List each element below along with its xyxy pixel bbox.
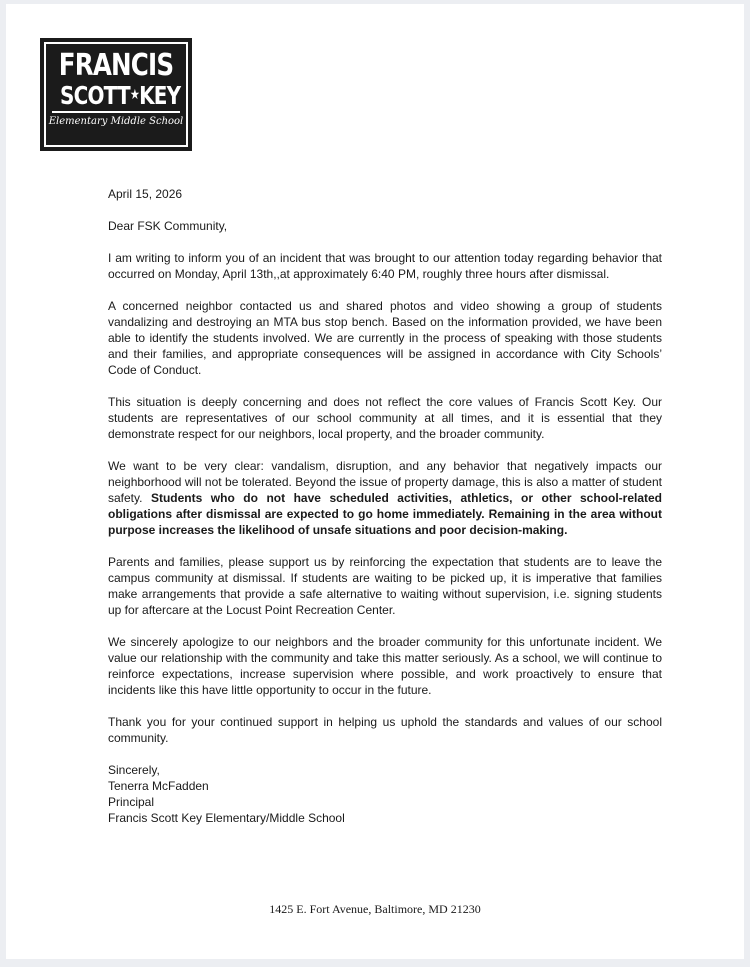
logo-text-key: KEY: [139, 81, 181, 110]
letter-paragraph-1: I am writing to inform you of an incident that was brought to our attention today regarding behavior that occurred on Monday, April 13th,,at approximately 6:40 PM, roughly three hours after dismissal.: [108, 251, 662, 281]
footer-address: 1425 E. Fort Avenue, Baltimore, MD 21230: [269, 902, 481, 916]
letter-salutation: Dear FSK Community,: [108, 219, 228, 233]
letter-date: April 15, 2026: [108, 187, 183, 201]
letter-paragraph-5: Parents and families, please support us by reinforcing the expectation that students are to leave the campus community at dismissal. If students are waiting to be picked up, it is imperative that families make arrangements that provide a safe alternative to waiting without supervision, i.e. signing students up for aftercare at the Locust Point Recreation Center.: [108, 555, 662, 617]
letter-paragraph-3: This situation is deeply concerning and does not reflect the core values of Francis Scott Key. Our students are representatives of our school community at all times, and it is essential that they demonstrate respect for our neighbors, local property, and the broader community.: [108, 395, 662, 441]
letter-paragraph-2: A concerned neighbor contacted us and shared photos and video showing a group of students vandalizing and destroying an MTA bus stop bench. Based on the information provided, we have been able to identify the students involved. We are currently in the process of speaking with those students and their families, and appropriate consequences will be assigned in accordance with City Schools’ Code of Conduct.: [108, 299, 662, 377]
signature-block: [108, 762, 662, 826]
star-icon: ★: [129, 87, 140, 103]
logo-text-subtitle: Elementary Middle School: [48, 116, 184, 127]
letter-paragraph-4: [108, 458, 662, 538]
logo-divider: [52, 111, 180, 113]
school-logo-frame: [44, 42, 188, 147]
letter-page: [6, 4, 744, 959]
closing: Sincerely,: [108, 763, 160, 777]
letter-paragraph-6: We sincerely apologize to our neighbors and the broader community for this unfortunate incident. We value our relationship with the community and take this matter seriously. As a school, we will continue to reinforce expectations, increase supervision where possible, and work proactively to ensure that incidents like this have little opportunity to occur in the future.: [108, 635, 662, 697]
signer-title: Principal: [108, 795, 155, 809]
paragraph-4-bold-text: Students who do not have scheduled activities, athletics, or other school-related obligations after dismissal are expected to go home immediately. Remaining in the area without purpose increases the likelihood of unsafe situations and poor decision-making.: [108, 491, 663, 537]
school-logo: [40, 38, 192, 151]
logo-text-scott-key: [60, 81, 181, 110]
logo-text-scott: SCOTT: [60, 81, 130, 110]
signer-school: Francis Scott Key Elementary/Middle School: [108, 811, 345, 825]
paragraph-4-text: We want to be very clear: vandalism, disruption, and any behavior that negatively impacts our neighborhood will not be tolerated. Beyond the issue of property damage, this is also a matter of student safety.: [108, 459, 662, 505]
logo-text-francis: FRANCIS: [58, 48, 174, 83]
letter-paragraph-7: Thank you for your continued support in helping us uphold the standards and values of our school community.: [108, 715, 662, 745]
signer-name: Tenerra McFadden: [108, 779, 209, 793]
letter-body: [108, 186, 662, 826]
